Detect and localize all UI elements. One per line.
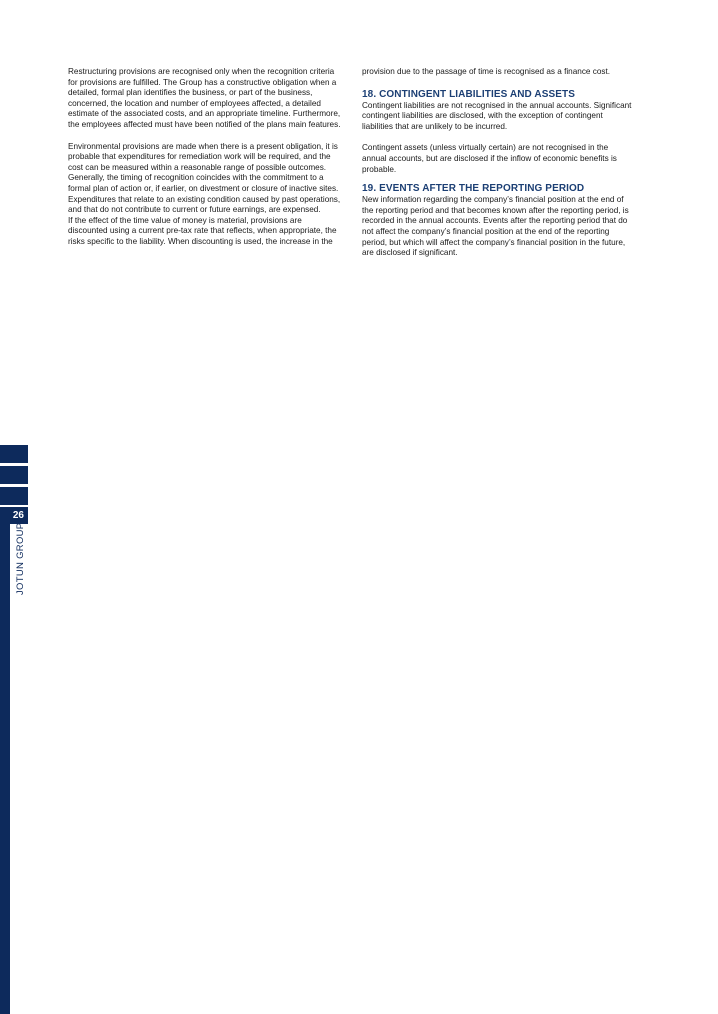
- section-18-heading: 18. CONTINGENT LIABILITIES AND ASSETS: [362, 88, 575, 100]
- paragraph-contingent-liabilities: Contingent liabilities are not recognised in the annual accounts. Significant contingent liabilities are disclosed, with the exception of contingent liabilities that are unlikely to be incurred.: [362, 100, 632, 131]
- section-tab[interactable]: [0, 466, 28, 484]
- paragraph-environmental: Environmental provisions are made when there is a present obligation, it is probable that expenditures for remediation work will be required, and the cost can be measured within a reasonable range of possible outcomes. Generally, the timing of recognition coincides with the commitment to a formal plan of action or, if earlier, on divestment or closure of inactive sites. Expenditures that relate to an existing condition caused by past operations, and that do not contribute to current or future earnings, are expensed.: [68, 141, 341, 215]
- sidebar: [0, 0, 28, 1014]
- sidebar-spine: [0, 507, 10, 1014]
- paragraph-restructuring: Restructuring provisions are recognised only when the recognition criteria for provisions are fulfilled. The Group has a constructive obligation when a detailed, formal plan identifies the business, or part of the business, concerned, the location and number of employees affected, a detailed estimate of the associated costs, and an appropriate timeline. Furthermore, the employees affected must have been notified of the plans main features.: [68, 67, 341, 129]
- right-column: [362, 67, 634, 259]
- brand-label: JOTUN GROUP: [15, 522, 26, 595]
- page-number: 26: [0, 507, 28, 524]
- section-19-heading: 19. EVENTS AFTER THE REPORTING PERIOD: [362, 183, 585, 195]
- left-column: [68, 67, 341, 248]
- paragraph-contingent-assets: Contingent assets (unless virtually certain) are not recognised in the annual accounts, but are disclosed if the inflow of economic benefits is probable.: [362, 143, 617, 174]
- section-tab[interactable]: [0, 445, 28, 463]
- paragraph-discounting: If the effect of the time value of money is material, provisions are discounted using a current pre-tax rate that reflects, when appropriate, the risks specific to the liability. When discounting is used, the increase in the: [68, 215, 337, 246]
- section-tab[interactable]: [0, 487, 28, 505]
- paragraph-continuation: provision due to the passage of time is recognised as a finance cost.: [362, 67, 611, 76]
- paragraph-events-after: New information regarding the company’s financial position at the end of the reporting period and that becomes known after the reporting period, is recorded in the annual accounts. Events after the reporting period that do not affect the company’s financial position at the end of the reporting period, but which will affect the company’s financial position in the future, are disclosed if significant.: [362, 195, 629, 258]
